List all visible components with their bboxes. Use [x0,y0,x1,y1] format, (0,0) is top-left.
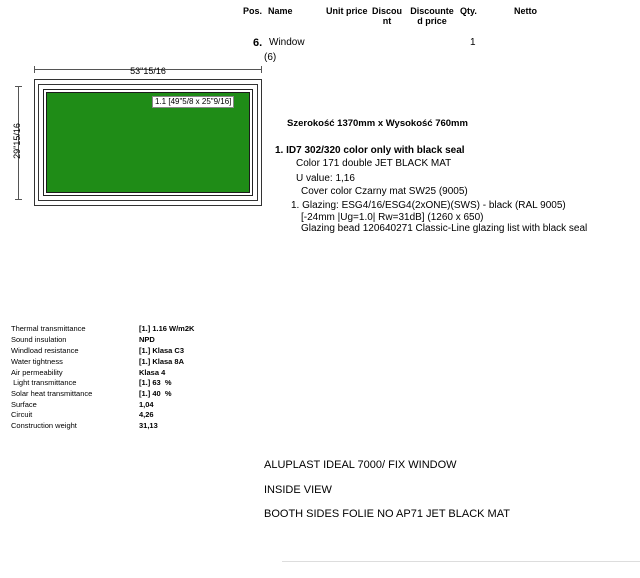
note-line: BOOTH SIDES FOLIE NO AP71 JET BLACK MAT [264,508,510,520]
glass-pane-label: 1.1 [49"5/8 x 25"9/16] [152,96,234,108]
col-qty-header: Qty. [460,6,477,16]
property-value: [1.] 40 % [139,389,172,398]
footer-divider [282,561,640,562]
property-value: 1,04 [139,400,154,409]
col-discounted-price-header [410,6,454,26]
position-count: (6) [264,52,277,63]
property-label: Air permeability [11,368,63,377]
col-pos-header: Pos. [243,6,263,16]
spec-glazing-line-2: [-24mm |Ug=1.0| Rw=31dB] (1260 x 650) [301,212,484,223]
spec-u-value: U value: 1,16 [296,173,355,184]
property-label: Construction weight [11,421,77,430]
position-number: 6. [253,37,263,49]
property-label: Circuit [11,410,33,419]
property-value: 31,13 [139,421,158,430]
spec-title: 1. ID7 302/320 color only with black seal [275,145,465,156]
spec-color: Color 171 double JET BLACK MAT [296,158,452,169]
property-label: Sound insulation [11,335,67,344]
property-value: 4,26 [139,410,154,419]
property-value: [1.] Klasa 8A [139,357,185,366]
property-label: Surface [11,400,37,409]
col-discounted-header-line2: d price [417,16,447,26]
property-label: Light transmittance [11,378,77,387]
spec-glazing-line-1: 1. Glazing: ESG4/16/ESG4(2xONE)(SWS) - black (RAL 9005) [291,200,566,211]
height-dimension-tick-bottom [15,199,22,200]
col-discount-header-line1: Discou [371,6,402,16]
note-line: INSIDE VIEW [264,484,332,496]
col-unit-price-header: Unit price [326,6,368,16]
position-name: Window [269,37,305,48]
property-value: [1.] 63 % [139,378,172,387]
property-value: [1.] 1.16 W/m2K [139,324,195,333]
property-value: [1.] Klasa C3 [139,346,185,355]
property-label: Windload resistance [11,346,79,355]
col-discount-header-line2: nt [382,16,392,26]
property-label: Thermal transmittance [11,324,86,333]
property-label: Water tightness [11,357,63,366]
property-label: Solar heat transmittance [11,389,93,398]
property-value: Klasa 4 [139,368,166,377]
col-name-header: Name [268,6,293,16]
spec-glazing-line-3: Glazing bead 120640271 Classic-Line glazing list with black seal [301,223,588,234]
window-size: Szerokość 1370mm x Wysokość 760mm [287,118,468,129]
property-value: NPD [139,335,155,344]
spec-cover-color: Cover color Czarny mat SW25 (9005) [301,186,468,197]
col-netto-header: Netto [514,6,537,16]
position-qty: 1 [470,37,476,48]
col-discount-header [370,6,404,26]
note-line: ALUPLAST IDEAL 7000/ FIX WINDOW [264,459,457,471]
width-dimension-label: 53"15/16 [130,66,166,76]
col-discounted-header-line1: Discounte [410,6,454,16]
height-dimension-label: 29"15/16 [12,123,22,159]
